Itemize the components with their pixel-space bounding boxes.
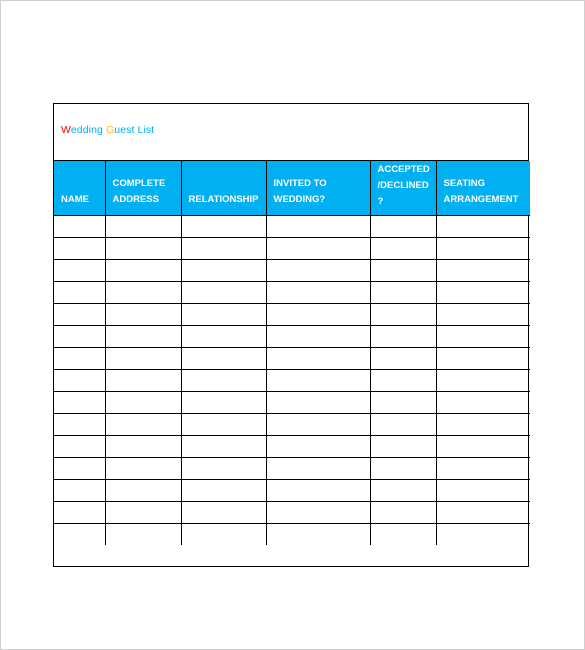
table-cell[interactable]: [181, 413, 266, 435]
table-cell[interactable]: [266, 457, 370, 479]
table-cell[interactable]: [54, 391, 105, 413]
table-cell[interactable]: [181, 237, 266, 259]
table-cell[interactable]: [181, 369, 266, 391]
table-row: [54, 237, 530, 259]
table-cell[interactable]: [436, 347, 530, 369]
table-row: [54, 479, 530, 501]
table-cell[interactable]: [105, 369, 181, 391]
table-cell[interactable]: [370, 391, 436, 413]
table-row: [54, 391, 530, 413]
table-row: [54, 523, 530, 545]
table-cell[interactable]: [54, 281, 105, 303]
table-cell[interactable]: [370, 479, 436, 501]
table-cell[interactable]: [266, 303, 370, 325]
table-cell[interactable]: [266, 215, 370, 237]
table-cell[interactable]: [436, 369, 530, 391]
table-cell[interactable]: [436, 215, 530, 237]
table-cell[interactable]: [370, 435, 436, 457]
table-cell[interactable]: [370, 237, 436, 259]
table-cell[interactable]: [181, 303, 266, 325]
table-cell[interactable]: [370, 303, 436, 325]
table-cell[interactable]: [436, 325, 530, 347]
table-cell[interactable]: [266, 479, 370, 501]
table-cell[interactable]: [436, 479, 530, 501]
table-cell[interactable]: [54, 369, 105, 391]
table-cell[interactable]: [54, 501, 105, 523]
table-cell[interactable]: [105, 501, 181, 523]
table-cell[interactable]: [181, 435, 266, 457]
column-header-invited-to-wedding: INVITED TO WEDDING?: [266, 161, 370, 215]
table-cell[interactable]: [266, 369, 370, 391]
title-part: G: [105, 124, 115, 136]
title-part: ist: [143, 124, 155, 136]
table-cell[interactable]: [105, 325, 181, 347]
table-cell[interactable]: [54, 479, 105, 501]
table-cell[interactable]: [181, 523, 266, 545]
title-part: edding: [70, 124, 106, 136]
table-cell[interactable]: [370, 369, 436, 391]
table-row: [54, 325, 530, 347]
table-cell[interactable]: [266, 523, 370, 545]
table-cell[interactable]: [266, 325, 370, 347]
table-cell[interactable]: [266, 281, 370, 303]
table-cell[interactable]: [54, 435, 105, 457]
table-cell[interactable]: [436, 281, 530, 303]
table-row: [54, 215, 530, 237]
table-row: [54, 303, 530, 325]
table-cell[interactable]: [181, 457, 266, 479]
table-cell[interactable]: [105, 215, 181, 237]
table-row: [54, 369, 530, 391]
table-cell[interactable]: [370, 259, 436, 281]
table-cell[interactable]: [266, 237, 370, 259]
header-row: [54, 161, 530, 215]
table-cell[interactable]: [436, 501, 530, 523]
table-cell[interactable]: [54, 259, 105, 281]
table-row: [54, 435, 530, 457]
table-cell[interactable]: [105, 479, 181, 501]
table-cell[interactable]: [266, 259, 370, 281]
document-title: [61, 124, 154, 136]
table-cell[interactable]: [181, 281, 266, 303]
title-row: [54, 104, 528, 161]
table-cell[interactable]: [105, 347, 181, 369]
column-header-relationship: RELATIONSHIP: [181, 161, 266, 215]
table-cell[interactable]: [54, 237, 105, 259]
table-cell[interactable]: [105, 435, 181, 457]
table-cell[interactable]: [266, 413, 370, 435]
table-cell[interactable]: [105, 281, 181, 303]
table-cell[interactable]: [370, 347, 436, 369]
table-cell[interactable]: [181, 347, 266, 369]
table-cell[interactable]: [436, 457, 530, 479]
table-cell[interactable]: [370, 413, 436, 435]
table-row: [54, 347, 530, 369]
table-cell[interactable]: [266, 391, 370, 413]
table-cell[interactable]: [105, 391, 181, 413]
table-cell[interactable]: [105, 523, 181, 545]
table-cell[interactable]: [105, 259, 181, 281]
table-cell[interactable]: [436, 523, 530, 545]
table-cell[interactable]: [370, 457, 436, 479]
table-body: [54, 215, 530, 545]
table-cell[interactable]: [54, 215, 105, 237]
table-cell[interactable]: [105, 413, 181, 435]
table-cell[interactable]: [181, 501, 266, 523]
table-cell[interactable]: [54, 303, 105, 325]
title-part: uest: [114, 124, 138, 136]
table-cell[interactable]: [266, 501, 370, 523]
guest-list-sheet: [53, 103, 529, 567]
table-cell[interactable]: [181, 259, 266, 281]
table-cell[interactable]: [370, 281, 436, 303]
table-cell[interactable]: [181, 391, 266, 413]
table-cell[interactable]: [436, 237, 530, 259]
column-header-name: NAME: [54, 161, 105, 215]
table-cell[interactable]: [370, 501, 436, 523]
table-cell[interactable]: [105, 303, 181, 325]
table-cell[interactable]: [266, 347, 370, 369]
table-cell[interactable]: [54, 325, 105, 347]
table-cell[interactable]: [266, 435, 370, 457]
table-row: [54, 501, 530, 523]
column-header-seating-arrangement: SEATING ARRANGEMENT: [436, 161, 530, 215]
table-row: [54, 281, 530, 303]
table-cell[interactable]: [436, 413, 530, 435]
table-cell[interactable]: [181, 215, 266, 237]
table-header: [54, 161, 530, 215]
guest-table: [54, 161, 530, 545]
table-cell[interactable]: [370, 215, 436, 237]
table-cell[interactable]: [54, 413, 105, 435]
table-cell[interactable]: [105, 457, 181, 479]
table-row: [54, 413, 530, 435]
table-cell[interactable]: [105, 237, 181, 259]
title-part: L: [137, 124, 144, 136]
column-header-accepted-declined: ACCEPTED /DECLINED ?: [370, 161, 436, 215]
table-cell[interactable]: [436, 391, 530, 413]
table-cell[interactable]: [370, 325, 436, 347]
table-cell[interactable]: [436, 303, 530, 325]
table-row: [54, 457, 530, 479]
table-row: [54, 259, 530, 281]
table-cell[interactable]: [370, 523, 436, 545]
table-cell[interactable]: [181, 479, 266, 501]
table-cell[interactable]: [181, 325, 266, 347]
table-cell[interactable]: [54, 347, 105, 369]
table-cell[interactable]: [436, 259, 530, 281]
table-cell[interactable]: [54, 523, 105, 545]
table-cell[interactable]: [54, 457, 105, 479]
column-header-complete-address: COMPLETE ADDRESS: [105, 161, 181, 215]
table-cell[interactable]: [436, 435, 530, 457]
title-part: W: [61, 124, 71, 136]
